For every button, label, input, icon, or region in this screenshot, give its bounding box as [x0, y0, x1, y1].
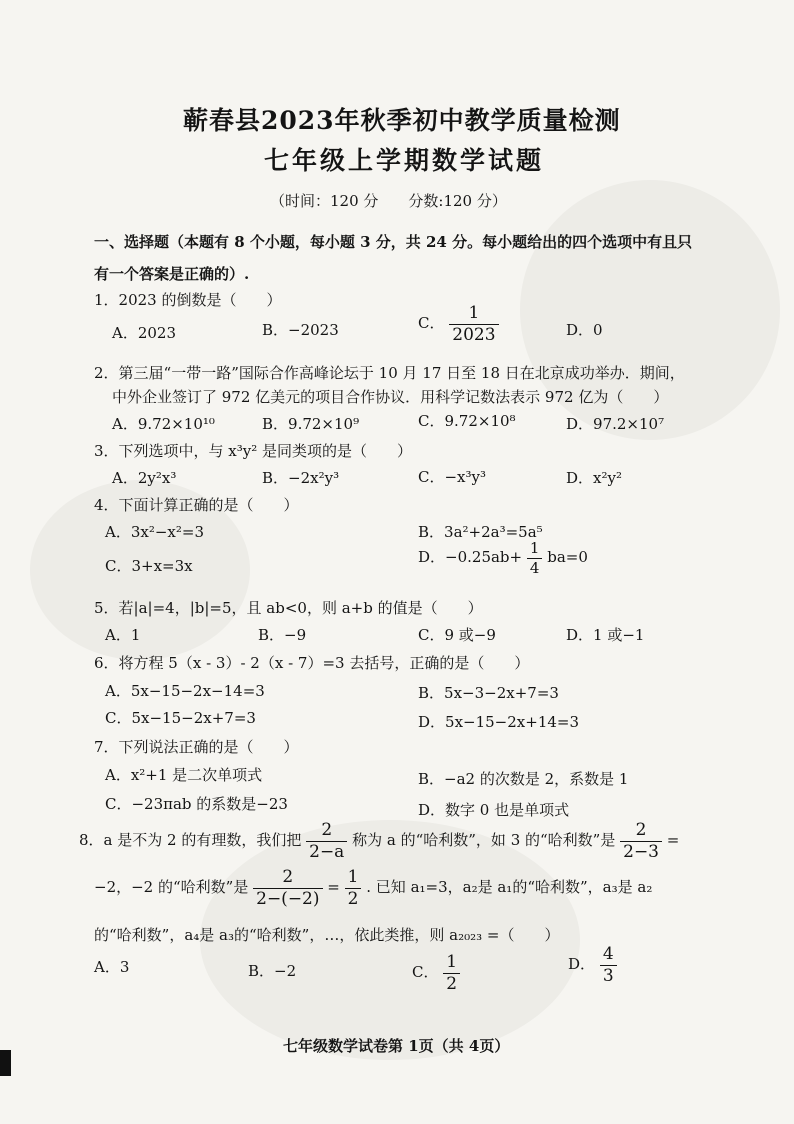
fraction — [345, 868, 362, 908]
question-7-option-a: A．x²+1 是二次单项式 — [105, 766, 263, 784]
fraction-numerator: 4 — [602, 944, 614, 964]
question-2-stem-line1: 2．第三届“一带一路”国际合作高峰论坛于 10 月 17 日至 18 日在北京成功举办．期间， — [94, 364, 685, 382]
fraction — [306, 821, 347, 861]
question-6-stem: 6．将方程 5（x - 3）- 2（x - 7）=3 去括号，正确的是（ ） — [94, 654, 530, 672]
fraction — [600, 945, 617, 985]
question-1-option-d: D．0 — [566, 321, 603, 339]
question-4-option-a: A．3x²−x²=3 — [105, 523, 205, 541]
question-3-stem: 3．下列选项中，与 x³y² 是同类项的是（ ） — [94, 442, 413, 460]
option-label: C． — [418, 314, 445, 333]
question-8-line3: 的“哈利数”，a₄是 a₃的“哈利数”，…，依此类推，则 a₂₀₂₃ =（ ） — [94, 926, 560, 944]
fraction-denominator: 4 — [527, 558, 543, 577]
question-2-option-d: D．97.2×10⁷ — [566, 415, 665, 433]
question-6-option-a: A．5x−15−2x−14=3 — [105, 682, 265, 700]
question-8-line2 — [94, 868, 652, 908]
question-4-stem: 4．下面计算正确的是（ ） — [94, 496, 299, 514]
question-4-option-c: C．3+x=3x — [105, 557, 193, 575]
page-footer: 七年级数学试卷第 1页（共 4页） — [283, 1037, 510, 1055]
fraction-denominator: 2023 — [449, 324, 498, 345]
question-5-option-d: D．1 或−1 — [566, 626, 645, 644]
fraction — [253, 868, 322, 908]
question-2-stem-line2: 中外企业签订了 972 亿美元的项目合作协议．用科学记数法表示 972 亿为（ ） — [112, 388, 669, 406]
section-heading-line2: 有一个答案是正确的）. — [94, 265, 250, 283]
text-segment: . 已知 a₁=3，a₂是 a₁的“哈利数”，a₃是 a₂ — [366, 878, 653, 897]
fraction-denominator: 2 — [443, 973, 460, 994]
option-label: C． — [412, 963, 439, 982]
fraction-denominator: 2−a — [306, 841, 347, 862]
text-segment: −2，−2 的“哈利数”是 — [94, 878, 249, 897]
fraction — [620, 821, 662, 861]
fraction-numerator: 2 — [282, 867, 294, 887]
section-heading-line1: 一、选择题（本题有 8 个小题，每小题 3 分，共 24 分。每小题给出的四个选项中有且只 — [94, 233, 693, 251]
exam-title: 蕲春县2023年秋季初中教学质量检测 — [183, 106, 621, 135]
question-1-option-c — [418, 304, 499, 344]
question-4-option-b: B．3a²+2a³=5a⁵ — [418, 523, 543, 541]
fraction-numerator: 2 — [635, 820, 647, 840]
fraction — [443, 953, 460, 993]
question-1-stem: 1．2023 的倒数是（ ） — [94, 291, 282, 309]
fraction-numerator: 1 — [529, 539, 540, 557]
fraction-numerator: 2 — [321, 820, 333, 840]
question-3-option-a: A．2y²x³ — [112, 469, 177, 487]
question-6-option-d: D．5x−15−2x+14=3 — [418, 713, 580, 731]
question-6-option-b: B．5x−3−2x+7=3 — [418, 684, 559, 702]
question-3-option-b: B．−2x²y³ — [262, 469, 340, 487]
text-segment: 8．a 是不为 2 的有理数，我们把 — [79, 831, 302, 850]
question-8-line1 — [79, 821, 679, 861]
fraction — [449, 304, 498, 344]
question-2-option-b: B．9.72×10⁹ — [262, 415, 360, 433]
question-5-option-a: A．1 — [105, 626, 141, 644]
fraction-denominator: 2−(−2) — [253, 888, 322, 909]
question-8-option-b: B．−2 — [248, 962, 297, 980]
fraction-numerator: 1 — [446, 952, 458, 972]
fraction — [527, 540, 543, 576]
question-1-option-b: B．−2023 — [262, 321, 339, 339]
question-7-option-b: B．−a2 的次数是 2，系数是 1 — [418, 770, 629, 788]
question-2-option-a: A．9.72×10¹⁰ — [112, 415, 215, 433]
text-segment: = — [666, 831, 680, 850]
exam-info: （时间：120 分 分数:120 分） — [270, 192, 507, 210]
question-1-option-a: A．2023 — [112, 324, 177, 342]
fraction-denominator: 2−3 — [620, 841, 662, 862]
text-segment: 称为 a 的“哈利数”，如 3 的“哈利数”是 — [352, 831, 616, 850]
fraction-numerator: 1 — [347, 867, 359, 887]
option-prefix: D．−0.25ab+ — [418, 548, 523, 566]
question-7-stem: 7．下列说法正确的是（ ） — [94, 738, 299, 756]
option-suffix: ba=0 — [547, 548, 588, 566]
question-4-option-d — [418, 540, 588, 576]
exam-subtitle: 七年级上学期数学试题 — [264, 146, 545, 175]
question-2-option-c: C．9.72×10⁸ — [418, 412, 516, 430]
question-3-option-c: C．−x³y³ — [418, 468, 487, 486]
question-7-option-c: C．−23πab 的系数是−23 — [105, 795, 288, 813]
question-5-option-b: B．−9 — [258, 626, 307, 644]
question-8-option-d — [568, 945, 617, 985]
fraction-denominator: 3 — [600, 965, 617, 986]
option-label: D． — [568, 955, 596, 974]
question-6-option-c: C．5x−15−2x+7=3 — [105, 709, 256, 727]
fraction-numerator: 1 — [468, 303, 480, 323]
fraction-denominator: 2 — [345, 888, 362, 909]
scan-edge-mark — [0, 1050, 11, 1076]
question-8-option-a: A．3 — [94, 958, 130, 976]
question-5-option-c: C．9 或−9 — [418, 626, 496, 644]
question-5-stem: 5．若|a|=4，|b|=5，且 ab<0，则 a+b 的值是（ ） — [94, 599, 483, 617]
question-7-option-d: D．数字 0 也是单项式 — [418, 801, 570, 819]
text-segment: = — [327, 878, 340, 897]
question-8-option-c — [412, 953, 460, 993]
question-3-option-d: D．x²y² — [566, 469, 622, 487]
